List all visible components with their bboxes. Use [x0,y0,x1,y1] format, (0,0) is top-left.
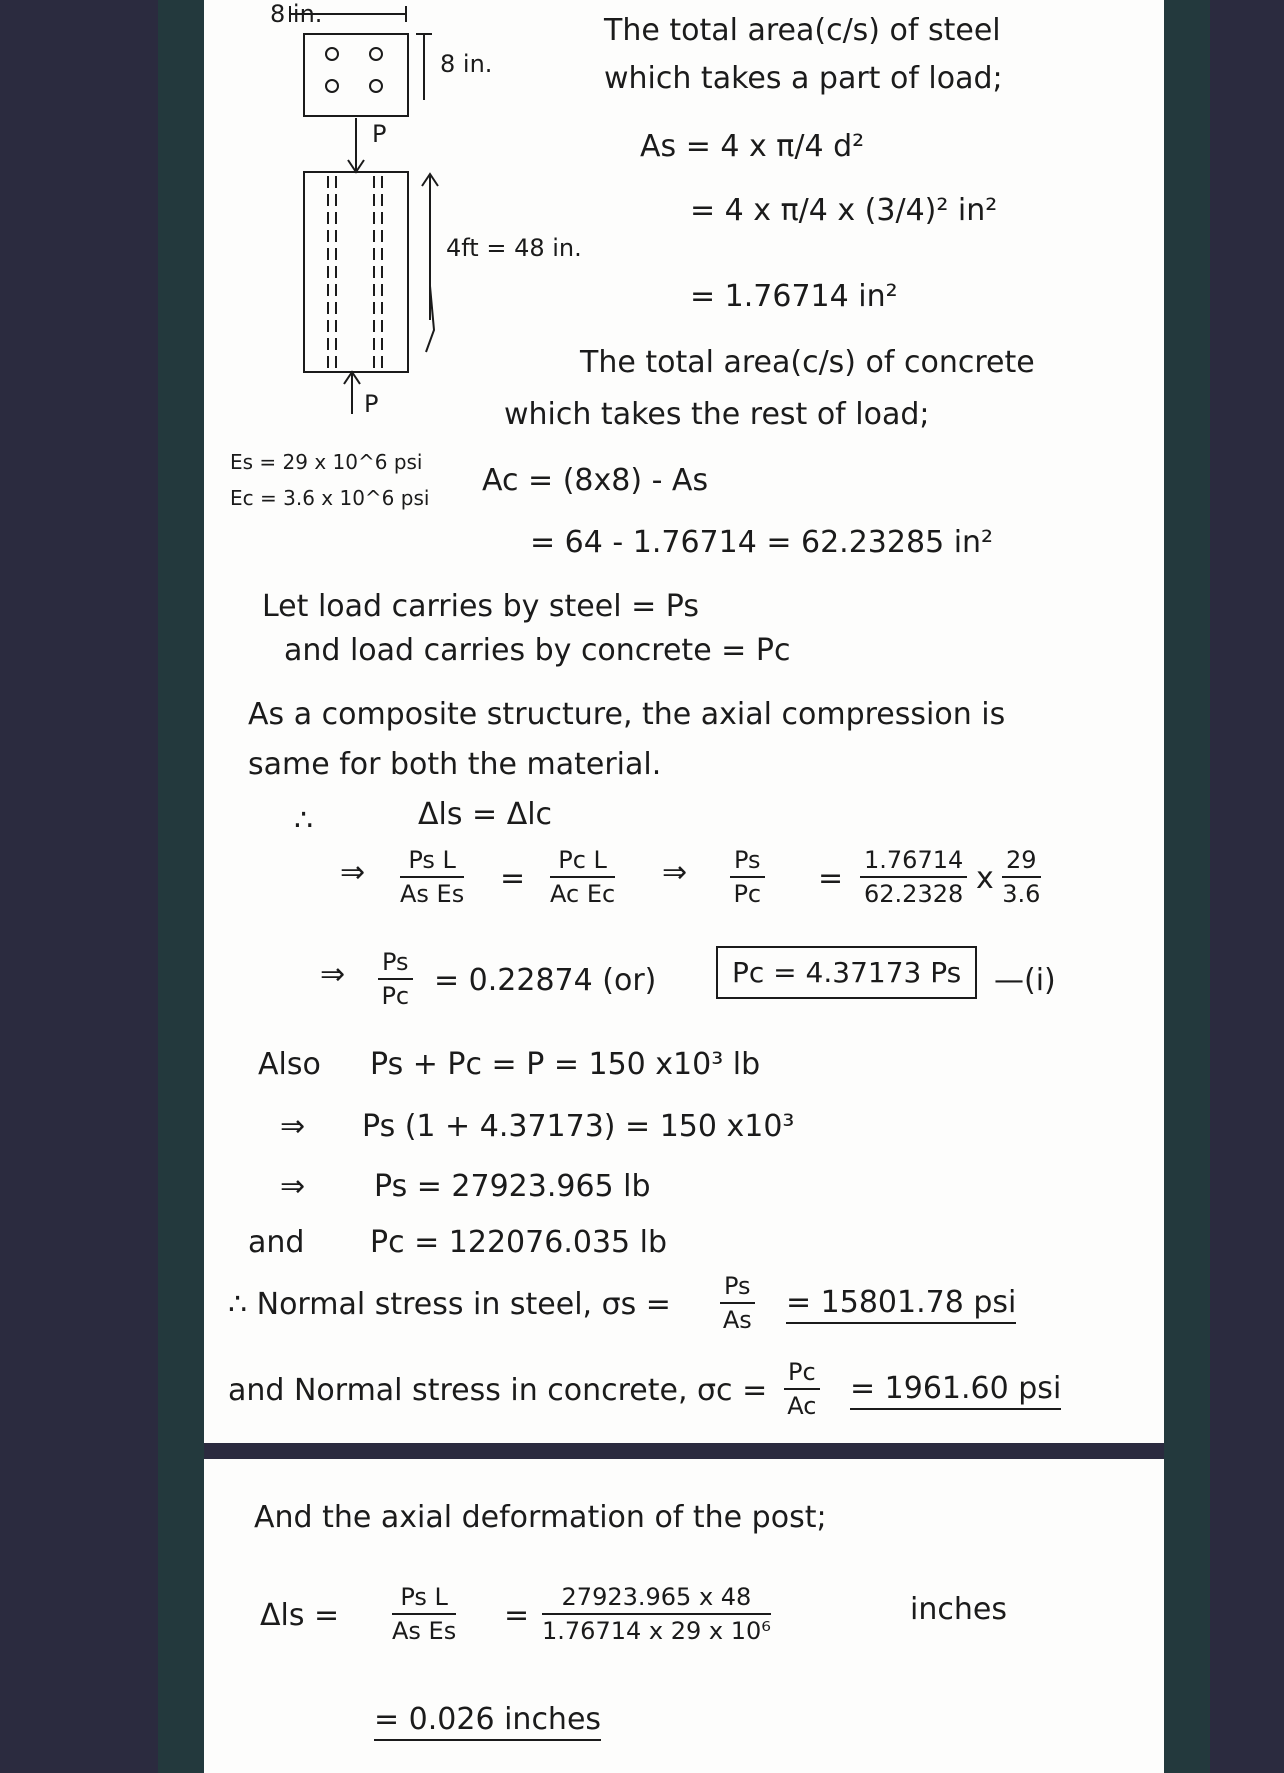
fraction-ps-l-over-as-es-2 [392,1585,456,1643]
implies-3: ⇒ [320,957,346,992]
frac-num-ps-2: Ps [378,950,413,980]
ratio-value: = 0.22874 (or) [434,963,657,998]
fraction-ps-over-pc-2 [378,950,413,1008]
left-margin-band [158,0,204,1773]
concrete-stress-num: Pc [784,1360,820,1390]
steel-heading-2: which takes a part of load; [604,61,1003,96]
deformation-den-symbolic: As Es [392,1617,457,1645]
concrete-heading-2: which takes the rest of load; [504,397,930,432]
equals-3: = [504,1598,530,1633]
also-label: Also [258,1047,321,1082]
fraction-pc-l-over-ac-ec [550,848,615,906]
deformation-num-symbolic: Ps L [392,1585,456,1615]
therefore-symbol: ∴ [294,803,314,838]
solution-page-1 [204,0,1164,1443]
steel-stress-num: Ps [720,1274,755,1304]
fraction-pc-over-ac [784,1360,820,1418]
solution-page-2 [204,1459,1164,1773]
steel-stress-prefix: ∴ Normal stress in steel, σs = [228,1287,671,1322]
modulus-ratio-den: 3.6 [1002,880,1041,908]
deformation-equality: Δls = Δlc [418,797,553,832]
substituted-equation: Ps (1 + 4.37173) = 150 x10³ [362,1109,795,1144]
composite-line-1: As a composite structure, the axial compression is [248,697,1006,732]
equals-1: = [500,861,526,896]
implies-5: ⇒ [280,1169,306,1204]
steel-area-line-2: = 4 x π/4 x (3/4)² in² [690,193,998,228]
right-margin-band [1164,0,1210,1773]
length-label: 4ft = 48 in. [446,234,582,262]
steel-area-line-1: As = 4 x π/4 d² [640,129,865,164]
load-label-bottom: P [364,390,379,418]
fraction-ps-l-over-as-es [400,848,464,906]
implies-1: ⇒ [340,855,366,890]
frac-num-ps-l: Ps L [400,848,464,878]
boxed-equation: Pc = 4.37173 Ps [716,946,977,999]
steel-modulus: Es = 29 x 10^6 psi [230,450,423,474]
frac-num-ps: Ps [730,848,765,878]
width-label: 8 in. [270,0,323,28]
load-concrete-line: and load carries by concrete = Pc [284,633,791,668]
modulus-ratio-num: 29 [1002,848,1041,878]
steel-heading-1: The total area(c/s) of steel [604,13,1001,48]
concrete-modulus: Ec = 3.6 x 10^6 psi [230,486,430,510]
equals-2: = [818,861,844,896]
implies-4: ⇒ [280,1109,306,1144]
concrete-stress-prefix: and Normal stress in concrete, σc = [228,1373,768,1408]
steel-stress-den: As [722,1306,752,1334]
implies-2: ⇒ [662,855,688,890]
deformation-num-value: 27923.965 x 48 [542,1585,771,1615]
frac-den-ac-ec: Ac Ec [550,880,616,908]
equation-label-i: —(i) [994,963,1056,998]
and-label: and [248,1225,305,1260]
fraction-area-ratio [860,848,967,906]
load-steel-line: Let load carries by steel = Ps [262,589,699,624]
deformation-unit: inches [910,1592,1007,1627]
concrete-load-result: Pc = 122076.035 lb [370,1225,668,1260]
deformation-lhs: Δls = [260,1598,340,1633]
fraction-numeric-deformation [542,1585,771,1643]
fraction-ps-over-as [720,1274,755,1332]
deformation-result: = 0.026 inches [374,1705,601,1741]
height-label: 8 in. [440,50,493,78]
concrete-area-line-1: Ac = (8x8) - As [482,463,709,498]
composite-line-2: same for both the material. [248,747,662,782]
times-symbol: x [976,861,994,896]
steel-load-result: Ps = 27923.965 lb [374,1169,651,1204]
load-label-top: P [372,120,387,148]
fraction-modulus-ratio [1002,848,1041,906]
steel-stress-value: = 15801.78 psi [786,1288,1016,1324]
steel-area-result: = 1.76714 in² [690,279,898,314]
concrete-stress-den: Ac [787,1392,817,1420]
concrete-area-result: = 64 - 1.76714 = 62.23285 in² [530,525,994,560]
frac-den-pc-2: Pc [381,982,410,1010]
area-ratio-num: 1.76714 [860,848,967,878]
sum-equation: Ps + Pc = P = 150 x10³ lb [370,1047,761,1082]
frac-num-pc-l: Pc L [550,848,615,878]
area-ratio-den: 62.2328 [864,880,964,908]
concrete-stress-value: = 1961.60 psi [850,1374,1061,1410]
deformation-den-value: 1.76714 x 29 x 10⁶ [542,1617,771,1645]
deformation-heading: And the axial deformation of the post; [254,1500,827,1535]
frac-den-as-es: As Es [400,880,465,908]
frac-den-pc: Pc [733,880,762,908]
concrete-heading-1: The total area(c/s) of concrete [580,345,1035,380]
fraction-ps-over-pc [730,848,765,906]
